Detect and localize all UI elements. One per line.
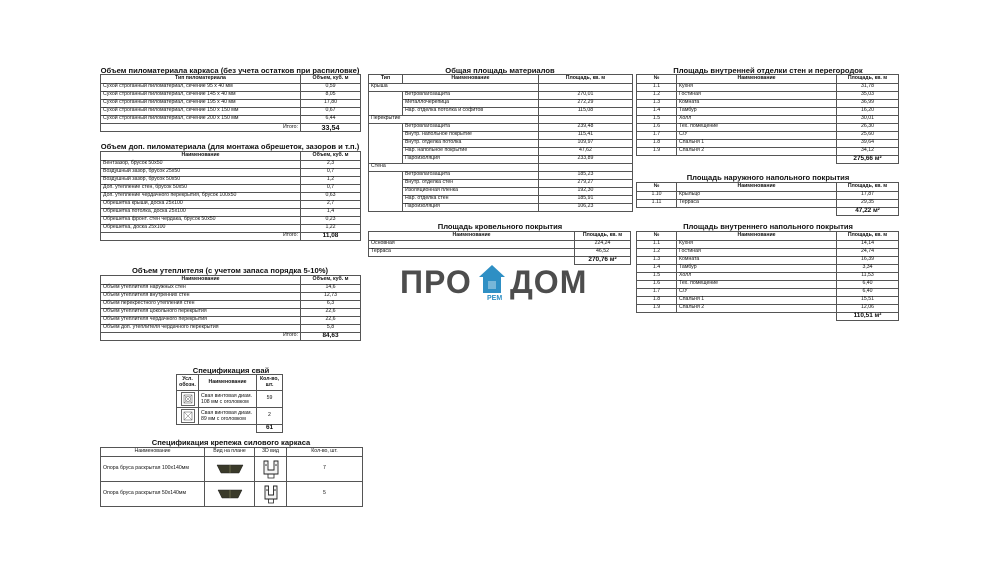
table-row bbox=[637, 115, 899, 123]
t3-cell-value: 22,6 bbox=[301, 316, 361, 324]
t10-cell-no: 1.3 bbox=[637, 256, 677, 264]
t6-group-roof bbox=[369, 83, 633, 91]
t8-cell-area: 26,30 bbox=[837, 123, 899, 131]
t9-cell-area: 17,87 bbox=[837, 191, 899, 199]
t10-cell-name: Тех. помещение bbox=[677, 280, 837, 288]
t2-cell-value: 1,4 bbox=[301, 208, 361, 216]
table-row bbox=[637, 123, 899, 131]
t6-header-name: Наименование bbox=[402, 75, 538, 84]
house-icon bbox=[478, 264, 506, 294]
t8-cell-name: Холл bbox=[677, 115, 837, 123]
t6-cell-name: Пароизоляция bbox=[402, 203, 538, 211]
t8-header-area: Площадь, кв. м bbox=[837, 75, 899, 84]
t3-cell-value: 22,6 bbox=[301, 308, 361, 316]
t8-cell-no: 1.7 bbox=[637, 131, 677, 139]
t1-cell-name: Сухой строганный пиломатериал, сечение 95 x 40 мм bbox=[101, 83, 301, 91]
t1-total-row bbox=[101, 123, 361, 131]
t8-header-name: Наименование bbox=[677, 75, 837, 84]
table-row bbox=[101, 292, 361, 300]
t8-cell-area: 34,12 bbox=[837, 147, 899, 155]
t2-title: Объем доп. пиломатериала (для монтажа обрешеток, зазоров и т.п.) bbox=[100, 142, 360, 151]
t2-cell-value: 0,7 bbox=[301, 168, 361, 176]
t2-cell-name: Доп. утепление стен, брусок 50x50 bbox=[101, 184, 301, 192]
t8-cell-no: 1.6 bbox=[637, 123, 677, 131]
t6-cell-area: 109,97 bbox=[538, 139, 632, 147]
t2-total-row bbox=[101, 232, 361, 240]
t7-cell-name: Основная bbox=[369, 240, 575, 248]
t8-cell-area: 36,99 bbox=[837, 99, 899, 107]
pile-89-symbol bbox=[177, 408, 199, 425]
t4-total-row bbox=[177, 425, 283, 433]
t1-cell-value: 0,59 bbox=[301, 83, 361, 91]
t6-cell-name: Внутр. отделка стен bbox=[402, 179, 538, 187]
t3-cell-name: Объем утеплителя чердачного перекрытия bbox=[101, 316, 301, 324]
t2-cell-value: 0,23 bbox=[301, 216, 361, 224]
table-row bbox=[369, 248, 631, 256]
t2-cell-name: Доп. утепление чердачного перекрытия, брусок 100x50 bbox=[101, 192, 301, 200]
t5-cell-qty: 7 bbox=[287, 456, 363, 481]
table-row bbox=[101, 481, 363, 506]
t3-cell-name: Объем утеплителя наружных стен bbox=[101, 284, 301, 292]
table-row bbox=[637, 256, 899, 264]
table-row bbox=[637, 272, 899, 280]
t6-cell-name: Пароизоляция bbox=[402, 155, 538, 163]
t6-cell-area: 47,62 bbox=[538, 147, 632, 155]
t10-cell-no: 1.2 bbox=[637, 248, 677, 256]
t3-total-label: Итого: bbox=[101, 332, 301, 340]
t10-cell-area: 15,51 bbox=[837, 296, 899, 304]
t10-cell-area: 3,34 bbox=[837, 264, 899, 272]
t8-cell-no: 1.3 bbox=[637, 99, 677, 107]
t8-total-row bbox=[637, 155, 899, 163]
table-row bbox=[101, 300, 361, 308]
t8-cell-area: 25,60 bbox=[837, 131, 899, 139]
t3-cell-value: 14,6 bbox=[301, 284, 361, 292]
t10-header-area: Площадь, кв. м bbox=[837, 232, 899, 241]
t6-title: Общая площадь материалов bbox=[445, 66, 555, 75]
t8-cell-name: С/У bbox=[677, 131, 837, 139]
table-row bbox=[637, 248, 899, 256]
table-row bbox=[637, 191, 899, 199]
t2-cell-name: Обрешетка фронт. стен чердака, брусок 50x50 bbox=[101, 216, 301, 224]
t3-cell-value: 6,3 bbox=[301, 300, 361, 308]
t2-cell-name: Обрешетка потолка, доска 25x100 bbox=[101, 208, 301, 216]
t6-cell-area: 192,30 bbox=[538, 187, 632, 195]
t8-cell-no: 1.5 bbox=[637, 115, 677, 123]
table-row bbox=[369, 155, 633, 163]
t1-cell-value: 6,44 bbox=[301, 115, 361, 123]
t4-header-symbol: Усл. обозн. bbox=[177, 375, 199, 391]
bracket-3d-icon bbox=[255, 481, 287, 506]
t4-cell-name: Свая винтовая диам. 108 мм с оголовком bbox=[199, 391, 257, 408]
t8-cell-name: Кухня bbox=[677, 83, 837, 91]
table-row bbox=[637, 131, 899, 139]
t9-header-name: Наименование bbox=[677, 183, 837, 192]
t10-cell-area: 14,14 bbox=[837, 240, 899, 248]
t6-table bbox=[368, 74, 633, 212]
t8-cell-no: 1.1 bbox=[637, 83, 677, 91]
t2-header-volume: Объем, куб. м bbox=[301, 152, 361, 161]
t3-table bbox=[100, 275, 361, 341]
t8-cell-area: 35,03 bbox=[837, 91, 899, 99]
t7-table bbox=[368, 231, 631, 265]
table-row bbox=[637, 264, 899, 272]
table-row bbox=[369, 179, 633, 187]
table-row bbox=[101, 192, 361, 200]
t5-header-qty: Кол-во, шт. bbox=[287, 448, 363, 457]
t6-cell-area: 233,89 bbox=[538, 155, 632, 163]
table-row bbox=[369, 240, 631, 248]
table-row bbox=[637, 280, 899, 288]
t7-total-value: 270,76 м² bbox=[575, 256, 631, 264]
table-row bbox=[101, 83, 361, 91]
t3-total-value: 84,63 bbox=[301, 332, 361, 340]
table-row bbox=[369, 131, 633, 139]
t3-cell-name: Объем утеплителя внутренних стен bbox=[101, 292, 301, 300]
t1-cell-name: Сухой строганный пиломатериал, сечение 195 x 40 мм bbox=[101, 99, 301, 107]
table-row bbox=[637, 304, 899, 312]
table-row bbox=[369, 107, 633, 115]
t6-cell-name: Нар. отделка потолка и софитов bbox=[402, 107, 538, 115]
t9-title: Площадь наружного напольного покрытия bbox=[686, 173, 850, 182]
table-row bbox=[637, 139, 899, 147]
table-row bbox=[101, 216, 361, 224]
t6-group-floor bbox=[369, 115, 633, 123]
t10-cell-name: Тамбур bbox=[677, 264, 837, 272]
table-row bbox=[177, 391, 283, 408]
t10-cell-name: Спальня 1 bbox=[677, 296, 837, 304]
t8-cell-no: 1.8 bbox=[637, 139, 677, 147]
table-row bbox=[101, 176, 361, 184]
t9-total-value: 47,22 м² bbox=[837, 207, 899, 215]
table-row bbox=[369, 91, 633, 99]
t8-header-no: № bbox=[637, 75, 677, 84]
t6-cell-area: 279,27 bbox=[538, 179, 632, 187]
t9-cell-name: Терраса bbox=[677, 199, 837, 207]
table-row bbox=[177, 408, 283, 425]
t5-cell-qty: 5 bbox=[287, 481, 363, 506]
t1-title: Объем пиломатериала каркаса (без учета остатков при распиловке) bbox=[100, 66, 360, 75]
t4-cell-name: Свая винтовая диам. 89 мм с оголовком bbox=[199, 408, 257, 425]
bracket-plan-icon bbox=[205, 456, 255, 481]
table-row bbox=[637, 91, 899, 99]
t10-table bbox=[636, 231, 899, 321]
t2-table bbox=[100, 151, 361, 241]
t10-cell-area: 24,74 bbox=[837, 248, 899, 256]
t2-cell-name: Воздушный зазор, брусок 25x50 bbox=[101, 168, 301, 176]
t10-cell-name: Кухня bbox=[677, 240, 837, 248]
t6-cell-area: 239,48 bbox=[538, 123, 632, 131]
t10-cell-name: Комната bbox=[677, 256, 837, 264]
t6-cell-area: 272,29 bbox=[538, 99, 632, 107]
bracket-plan-icon bbox=[205, 481, 255, 506]
table-row bbox=[637, 288, 899, 296]
t5-table bbox=[100, 447, 363, 507]
t2-total-value: 11,08 bbox=[301, 232, 361, 240]
t3-header-name: Наименование bbox=[101, 276, 301, 285]
t10-cell-no: 1.7 bbox=[637, 288, 677, 296]
table-row bbox=[637, 107, 899, 115]
t1-cell-name: Сухой строганный пиломатериал, сечение 145 x 40 мм bbox=[101, 91, 301, 99]
table-row bbox=[101, 224, 361, 232]
table-row bbox=[369, 123, 633, 131]
t9-header-area: Площадь, кв. м bbox=[837, 183, 899, 192]
table-row bbox=[101, 200, 361, 208]
t1-cell-value: 8,05 bbox=[301, 91, 361, 99]
table-row bbox=[101, 324, 361, 332]
t2-cell-name: Обрешетка, доска 25x100 bbox=[101, 224, 301, 232]
t2-cell-value: 2,7 bbox=[301, 200, 361, 208]
t10-cell-no: 1.4 bbox=[637, 264, 677, 272]
t6-cell-name: Нар. отделка стен bbox=[402, 195, 538, 203]
t8-title: Площадь внутренней отделки стен и перегородок bbox=[673, 66, 863, 75]
table-row bbox=[101, 284, 361, 292]
t10-cell-no: 1.8 bbox=[637, 296, 677, 304]
t4-table bbox=[176, 374, 283, 433]
t10-total-value: 110,51 м² bbox=[837, 312, 899, 320]
prodom-logo bbox=[400, 262, 600, 308]
t7-header-area: Площадь, кв. м bbox=[575, 232, 631, 241]
table-row bbox=[101, 99, 361, 107]
table-row bbox=[101, 456, 363, 481]
table-row bbox=[637, 83, 899, 91]
t5-title: Спецификация крепежа силового каркаса bbox=[151, 438, 311, 447]
t6-cell-area: 106,23 bbox=[538, 203, 632, 211]
t1-total-value: 33,54 bbox=[301, 123, 361, 131]
t5-cell-name: Опора бруса раскрытая 100x140мм bbox=[101, 456, 205, 481]
t2-total-label: Итого: bbox=[101, 232, 301, 240]
t7-cell-area: 224,24 bbox=[575, 240, 631, 248]
table-row bbox=[101, 160, 361, 168]
t8-cell-area: 39,64 bbox=[837, 139, 899, 147]
t6-cell-name: Металлочерепица bbox=[402, 99, 538, 107]
t10-cell-name: Гостиная bbox=[677, 248, 837, 256]
t10-cell-area: 16,39 bbox=[837, 256, 899, 264]
t7-header-name: Наименование bbox=[369, 232, 575, 241]
t8-cell-no: 1.9 bbox=[637, 147, 677, 155]
t10-cell-name: С/У bbox=[677, 288, 837, 296]
t3-cell-value: 5,8 bbox=[301, 324, 361, 332]
table-row bbox=[101, 107, 361, 115]
t7-cell-name: Терраса bbox=[369, 248, 575, 256]
table-row bbox=[637, 240, 899, 248]
t1-header-volume: Объем, куб. м bbox=[301, 75, 361, 84]
t4-title: Спецификация свай bbox=[192, 366, 270, 375]
t9-table bbox=[636, 182, 899, 216]
t8-cell-name: Спальня 2 bbox=[677, 147, 837, 155]
table-row bbox=[101, 184, 361, 192]
t3-total-row bbox=[101, 332, 361, 340]
t1-cell-name: Сухой строганный пиломатериал, сечение 150 x 150 мм bbox=[101, 107, 301, 115]
t3-cell-value: 12,73 bbox=[301, 292, 361, 300]
t6-cell-name: Изоляционная пленка bbox=[402, 187, 538, 195]
t4-header-qty: Кол-во, шт. bbox=[257, 375, 283, 391]
t10-header-name: Наименование bbox=[677, 232, 837, 241]
t6-cell-area: 115,08 bbox=[538, 107, 632, 115]
t3-header-volume: Объем, куб. м bbox=[301, 276, 361, 285]
t6-group-wall bbox=[369, 163, 633, 171]
logo-right-text: ДОМ bbox=[510, 264, 588, 300]
t4-header-name: Наименование bbox=[199, 375, 257, 391]
t1-cell-value: 17,80 bbox=[301, 99, 361, 107]
t6-cell-area: 115,41 bbox=[538, 131, 632, 139]
t2-cell-name: Обрешетка крыши, доска 25x100 bbox=[101, 200, 301, 208]
t8-cell-name: Тех. помещение bbox=[677, 123, 837, 131]
table-row bbox=[101, 316, 361, 324]
t3-cell-name: Объем доп. утеплителя чердачного перекрытия bbox=[101, 324, 301, 332]
table-row bbox=[101, 308, 361, 316]
t8-cell-area: 16,20 bbox=[837, 107, 899, 115]
t6-cell-name: Нар. напольное покрытие bbox=[402, 147, 538, 155]
t6-group-label: Стена bbox=[369, 163, 403, 171]
t5-cell-name: Опора бруса раскрытая 50x140мм bbox=[101, 481, 205, 506]
t6-cell-name: Ветровлагозащита bbox=[402, 123, 538, 131]
t5-header-3d: 3D вид bbox=[255, 448, 287, 457]
t2-cell-value: 0,7 bbox=[301, 184, 361, 192]
t3-cell-name: Объем утеплителя цокольного перекрытия bbox=[101, 308, 301, 316]
t1-cell-name: Сухой строганный пиломатериал, сечение 200 x 150 мм bbox=[101, 115, 301, 123]
t4-total-value: 61 bbox=[257, 425, 283, 433]
table-row bbox=[101, 168, 361, 176]
t8-cell-area: 31,78 bbox=[837, 83, 899, 91]
table-row bbox=[101, 91, 361, 99]
t2-header-name: Наименование bbox=[101, 152, 301, 161]
table-row bbox=[637, 99, 899, 107]
t8-total-value: 275,66 м² bbox=[837, 155, 899, 163]
bracket-3d-icon bbox=[255, 456, 287, 481]
table-row bbox=[369, 99, 633, 107]
t8-cell-name: Спальня 1 bbox=[677, 139, 837, 147]
t6-header-type: Тип bbox=[369, 75, 403, 84]
table-row bbox=[637, 147, 899, 155]
table-row bbox=[637, 296, 899, 304]
t10-total-row bbox=[637, 312, 899, 320]
t9-header-no: № bbox=[637, 183, 677, 192]
t4-cell-qty: 59 bbox=[257, 391, 283, 408]
t2-cell-value: 0,63 bbox=[301, 192, 361, 200]
t10-cell-no: 1.9 bbox=[637, 304, 677, 312]
t1-header-type: Тип пиломатериала bbox=[101, 75, 301, 84]
t6-cell-area: 185,91 bbox=[538, 195, 632, 203]
t10-cell-area: 12,06 bbox=[837, 304, 899, 312]
t6-group-label: Крыша bbox=[369, 83, 403, 91]
t6-group-label: Перекрытие bbox=[369, 115, 403, 123]
t8-cell-no: 1.4 bbox=[637, 107, 677, 115]
table-row bbox=[369, 171, 633, 179]
t1-cell-value: 0,67 bbox=[301, 107, 361, 115]
table-row bbox=[369, 195, 633, 203]
t3-cell-name: Объем перекрестного утепления стен bbox=[101, 300, 301, 308]
table-row bbox=[369, 203, 633, 211]
t9-cell-name: Крыльцо bbox=[677, 191, 837, 199]
t10-cell-no: 1.5 bbox=[637, 272, 677, 280]
t4-cell-qty: 2 bbox=[257, 408, 283, 425]
t9-cell-no: 1.10 bbox=[637, 191, 677, 199]
t6-cell-area: 185,23 bbox=[538, 171, 632, 179]
t5-header-name: Наименование bbox=[101, 448, 205, 457]
t2-cell-value: 1,2 bbox=[301, 176, 361, 184]
table-row bbox=[637, 199, 899, 207]
t2-cell-value: 2,3 bbox=[301, 160, 361, 168]
table-row bbox=[369, 147, 633, 155]
t5-header-plan: Вид на плане bbox=[205, 448, 255, 457]
t9-total-row bbox=[637, 207, 899, 215]
t6-header-area: Площадь, кв. м bbox=[538, 75, 632, 84]
table-row bbox=[101, 115, 361, 123]
table-row bbox=[369, 139, 633, 147]
t9-cell-no: 1.11 bbox=[637, 199, 677, 207]
t6-cell-name: Ветровлагозащита bbox=[402, 171, 538, 179]
t7-cell-area: 46,52 bbox=[575, 248, 631, 256]
t8-cell-name: Тамбур bbox=[677, 107, 837, 115]
t1-table bbox=[100, 74, 361, 132]
t10-cell-area: 6,40 bbox=[837, 280, 899, 288]
t10-cell-name: Спальня 2 bbox=[677, 304, 837, 312]
t10-cell-area: 11,53 bbox=[837, 272, 899, 280]
logo-left-text: ПРО bbox=[400, 264, 472, 300]
t2-cell-value: 1,22 bbox=[301, 224, 361, 232]
t6-cell-name: Внутр. отделка потолка bbox=[402, 139, 538, 147]
logo-sub-text: РЕМ bbox=[487, 295, 503, 302]
t10-cell-name: Холл bbox=[677, 272, 837, 280]
t8-cell-name: Комната bbox=[677, 99, 837, 107]
pile-108-symbol bbox=[177, 391, 199, 408]
t1-total-label: Итого: bbox=[101, 123, 301, 131]
t10-cell-no: 1.1 bbox=[637, 240, 677, 248]
t8-cell-area: 30,01 bbox=[837, 115, 899, 123]
t10-title: Площадь внутреннего напольного покрытия bbox=[683, 222, 853, 231]
t10-header-no: № bbox=[637, 232, 677, 241]
t2-cell-name: Воздушный зазор, брусок 50x50 bbox=[101, 176, 301, 184]
table-row bbox=[369, 187, 633, 195]
t6-cell-area: 270,01 bbox=[538, 91, 632, 99]
t7-title: Площадь кровельного покрытия bbox=[437, 222, 563, 231]
t8-table bbox=[636, 74, 899, 164]
t9-cell-area: 29,35 bbox=[837, 199, 899, 207]
t6-cell-name: Внутр. напольное покрытие bbox=[402, 131, 538, 139]
t10-cell-area: 6,40 bbox=[837, 288, 899, 296]
t3-title: Объем утеплителя (с учетом запаса порядка 5-10%) bbox=[131, 266, 328, 275]
table-row bbox=[101, 208, 361, 216]
t2-cell-name: Вентзазор, брусок 50x50 bbox=[101, 160, 301, 168]
t8-cell-no: 1.2 bbox=[637, 91, 677, 99]
t6-cell-name: Ветровлагозащита bbox=[402, 91, 538, 99]
t10-cell-no: 1.6 bbox=[637, 280, 677, 288]
t8-cell-name: Гостиная bbox=[677, 91, 837, 99]
